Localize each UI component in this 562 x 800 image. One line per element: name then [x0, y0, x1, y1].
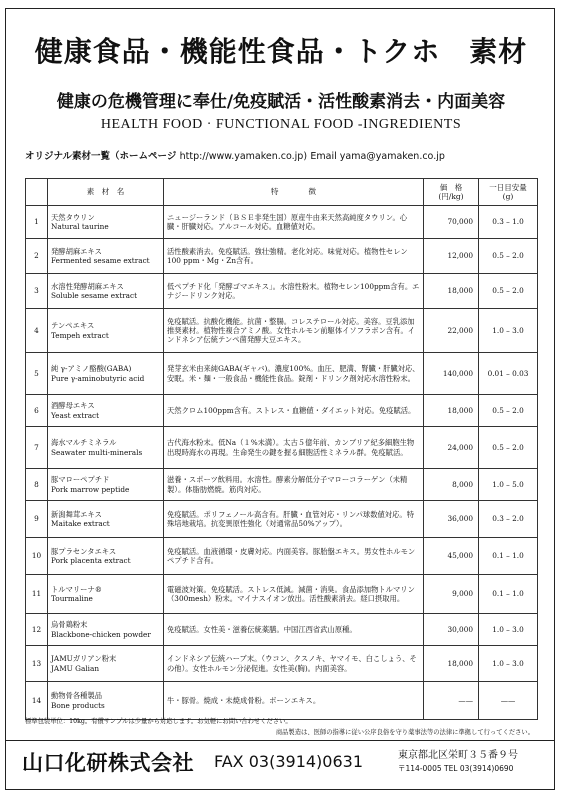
table-row [26, 646, 538, 682]
table-row [26, 239, 538, 274]
material-name-en: Bone products [51, 700, 105, 710]
price-cell: 18,000 [424, 395, 479, 427]
price-cell: 140,000 [424, 353, 479, 395]
row-number: 3 [26, 274, 48, 309]
row-number: 9 [26, 501, 48, 538]
material-name-jp: 発酵胡麻エキス [51, 246, 102, 256]
features-cell: 免疫賦活。抗酸化機能。抗菌・整腸。コレステロール対応。美容。豆乳添加推奨素材。植物性複合アミノ酸。女性ホルモン前駆体イソフラボン含有。インドネシア伝統テンペ菌発酵大豆エキス。 [164, 309, 424, 353]
packaging-note: 標準包装単位：10kg。有償サンプルは少量から対応します。お気軽にお問い合わせください。 [25, 718, 292, 725]
table-row [26, 353, 538, 395]
company-address: 東京都北区栄町３５番９号 [398, 750, 518, 761]
row-number: 12 [26, 614, 48, 646]
features-cell: インドネシア伝統ハーブ末。（ウコン、クスノキ、ヤマイモ、白こしょう、その他）。女性ホルモン分泌促進。女性美(胸)。内面美容。 [164, 646, 424, 682]
dose-cell: 0.5 – 2.0 [479, 395, 538, 427]
material-name-en: Blackbone-chicken powder [51, 629, 151, 639]
price-cell: 8,000 [424, 469, 479, 501]
table-row [26, 309, 538, 353]
row-number: 1 [26, 206, 48, 239]
header-features: 特 徴 [164, 179, 424, 206]
dose-cell: —— [479, 682, 538, 720]
header-no [26, 179, 48, 206]
row-number: 6 [26, 395, 48, 427]
material-name-en: Tourmaline [51, 594, 93, 603]
row-number: 14 [26, 682, 48, 720]
table-row [26, 206, 538, 239]
price-cell: —— [424, 682, 479, 720]
page-title: 健康食品・機能性食品・トクホ 素材 [34, 35, 528, 68]
features-cell: 免疫賦活。女性美・滋養伝統薬膳。中国江西省武山原種。 [164, 614, 424, 646]
material-name-cell [48, 501, 164, 538]
table-row [26, 501, 538, 538]
header-dose: 一日目安量 (g) [479, 179, 538, 206]
material-name-jp: 純 γ-アミノ酪酸(GABA) [51, 364, 132, 374]
material-name-jp: 動物骨各種製品 [51, 691, 103, 701]
table-row [26, 274, 538, 309]
dose-cell: 0.5 – 2.0 [479, 427, 538, 469]
dose-cell: 0.3 – 1.0 [479, 206, 538, 239]
company-name: 山口化研株式会社 [22, 751, 194, 775]
price-cell: 22,000 [424, 309, 479, 353]
row-number: 10 [26, 538, 48, 575]
price-cell: 70,000 [424, 206, 479, 239]
english-heading: HEALTH FOOD · FUNCTIONAL FOOD -INGREDIENTS [100, 117, 462, 132]
homepage-link[interactable]: http://www.yamaken.co.jp) [179, 151, 308, 162]
material-name-cell [48, 427, 164, 469]
table-row [26, 614, 538, 646]
material-name-cell [48, 682, 164, 720]
material-name-en: JAMU Galian [51, 663, 100, 673]
row-number: 8 [26, 469, 48, 501]
price-cell: 30,000 [424, 614, 479, 646]
material-name-en: Pure γ-aminobutyric acid [51, 373, 145, 383]
manufacturing-note: 商品製造は、医師の指導に従い公序良俗を守り薬事法等の法律に準拠して行ってください。 [275, 729, 534, 736]
material-name-cell [48, 274, 164, 309]
price-cell: 12,000 [424, 239, 479, 274]
price-cell: 24,000 [424, 427, 479, 469]
footer-divider [5, 740, 555, 741]
material-name-jp: トルマリーナ® [51, 584, 103, 594]
material-name-jp: 酒酵母エキス [51, 401, 95, 411]
material-name-cell [48, 239, 164, 274]
material-name-jp: 烏骨鶏粉末 [51, 620, 88, 630]
material-name-cell [48, 309, 164, 353]
features-cell: 牛・豚骨。焼成・未焼成骨粉。ボーンエキス。 [164, 682, 424, 720]
dose-cell: 0.1 – 1.0 [479, 575, 538, 614]
postal-tel: 〒114-0005 TEL 03(3914)0690 [398, 764, 514, 773]
material-name-jp: 新潟舞茸エキス [51, 509, 102, 519]
features-cell: 活性酸素消去。免疫賦活。強壮強精。老化対応。味覚対応。植物性セレン 100 ppm・Mg・Zn含有。 [164, 239, 424, 274]
material-name-en: Maitake extract [51, 519, 110, 528]
dose-cell: 0.5 – 2.0 [479, 239, 538, 274]
materials-list-heading [25, 148, 445, 162]
dose-cell: 1.0 – 3.0 [479, 646, 538, 682]
material-name-jp: JAMUガリアン粉末 [51, 654, 117, 664]
table-header-row [26, 179, 538, 206]
material-name-jp: 水溶性発酵胡麻エキス [51, 281, 124, 291]
features-cell: 天然クロム100ppm含有。ストレス・血糖値・ダイエット対応。免疫賦活。 [164, 395, 424, 427]
dose-cell: 0.01 – 0.03 [479, 353, 538, 395]
features-cell: 古代海水粉末。低Na（１%未満）。太古５億年前、カンブリア紀多細胞生物出現時海水の再現。生命発生の鍵を握る細胞活性ミネラル群。免疫賦活。 [164, 427, 424, 469]
material-name-en: Soluble sesame extract [51, 291, 138, 300]
email-link[interactable]: Email yama@yamaken.co.jp [310, 151, 445, 162]
row-number: 7 [26, 427, 48, 469]
material-name-en: Pork placenta extract [51, 556, 131, 565]
table-row [26, 469, 538, 501]
material-name-en: Natural taurine [51, 222, 109, 231]
row-number: 11 [26, 575, 48, 614]
material-name-cell [48, 469, 164, 501]
features-cell: ニュージーランド（ＢＳＥ非発生国）原産牛由来天然高純度タウリン。心臓・肝臓対応。アルコール対応。血糖値対応。 [164, 206, 424, 239]
material-name-jp: 天然タウリン [51, 212, 95, 222]
list-label: オリジナル素材一覧（ホームページ [25, 151, 177, 162]
table-row [26, 682, 538, 720]
material-name-en: Tempeh extract [51, 330, 109, 340]
price-cell: 36,000 [424, 501, 479, 538]
material-name-cell [48, 353, 164, 395]
materials-table [25, 178, 538, 720]
dose-cell: 0.3 – 2.0 [479, 501, 538, 538]
material-name-en: Fermented sesame extract [51, 256, 150, 265]
features-cell: 免疫賦活。ポリフェノール高含有。肝臓・血管対応・リンパ球数値対応。特殊培地栽培。抗変異原性強化（対通常品50%アップ）。 [164, 501, 424, 538]
price-cell: 18,000 [424, 646, 479, 682]
row-number: 5 [26, 353, 48, 395]
table-row [26, 427, 538, 469]
material-name-cell [48, 575, 164, 614]
material-name-cell [48, 395, 164, 427]
row-number: 2 [26, 239, 48, 274]
features-cell: 滋養・スポーツ飲料用。水溶性。酵素分解低分子マローコラーゲン（未精製）。体脂肪燃焼。筋肉対応。 [164, 469, 424, 501]
header-name: 素 材 名 [48, 179, 164, 206]
material-name-cell [48, 614, 164, 646]
material-name-en: Pork marrow peptide [51, 484, 130, 494]
dose-cell: 1.0 – 3.0 [479, 614, 538, 646]
table-row [26, 538, 538, 575]
material-name-cell [48, 206, 164, 239]
material-name-jp: 豚プラセンタエキス [51, 546, 117, 556]
dose-cell: 0.1 – 1.0 [479, 538, 538, 575]
fax-number: FAX 03(3914)0631 [214, 752, 364, 771]
page-subtitle: 健康の危機管理に奉仕/免疫賦活・活性酸素消去・内面美容 [56, 92, 506, 112]
row-number: 13 [26, 646, 48, 682]
features-cell: 電磁波対策。免疫賦活。ストレス低減。減菌・消臭。食品添加物トルマリン（300mesh）粉末。マイナスイオン放出。活性酸素消去。経口摂取用。 [164, 575, 424, 614]
dose-cell: 1.0 – 5.0 [479, 469, 538, 501]
price-cell: 9,000 [424, 575, 479, 614]
material-name-jp: 豚マローペプチド [51, 475, 110, 485]
features-cell: 免疫賦活。血液循環・皮膚対応。内面美容。豚胎盤エキス。男女性ホルモンペプチド含有。 [164, 538, 424, 575]
material-name-jp: テンペエキス [51, 321, 95, 331]
table-row [26, 395, 538, 427]
material-name-jp: 海水マルチミネラル [51, 438, 117, 448]
material-name-cell [48, 646, 164, 682]
material-name-en: Yeast extract [51, 410, 100, 420]
price-cell: 45,000 [424, 538, 479, 575]
material-name-en: Seawater multi-minerals [51, 447, 143, 457]
features-cell: 発芽玄米由来純GABA(ギャバ)。濃度100%。血圧、肥満、腎臓・肝臓対応、安眠。米・麺・一般食品・機能性食品。錠剤・ドリンク剤対応水溶性粉末。 [164, 353, 424, 395]
row-number: 4 [26, 309, 48, 353]
material-name-cell [48, 538, 164, 575]
header-price: 価 格 (円/kg) [424, 179, 479, 206]
dose-cell: 0.5 – 2.0 [479, 274, 538, 309]
dose-cell: 1.0 – 3.0 [479, 309, 538, 353]
price-cell: 18,000 [424, 274, 479, 309]
features-cell: 低ペプチド化「発酵ゴマエキス」。水溶性粉末。植物セレン100ppm含有。エナジードリンク対応。 [164, 274, 424, 309]
table-row [26, 575, 538, 614]
